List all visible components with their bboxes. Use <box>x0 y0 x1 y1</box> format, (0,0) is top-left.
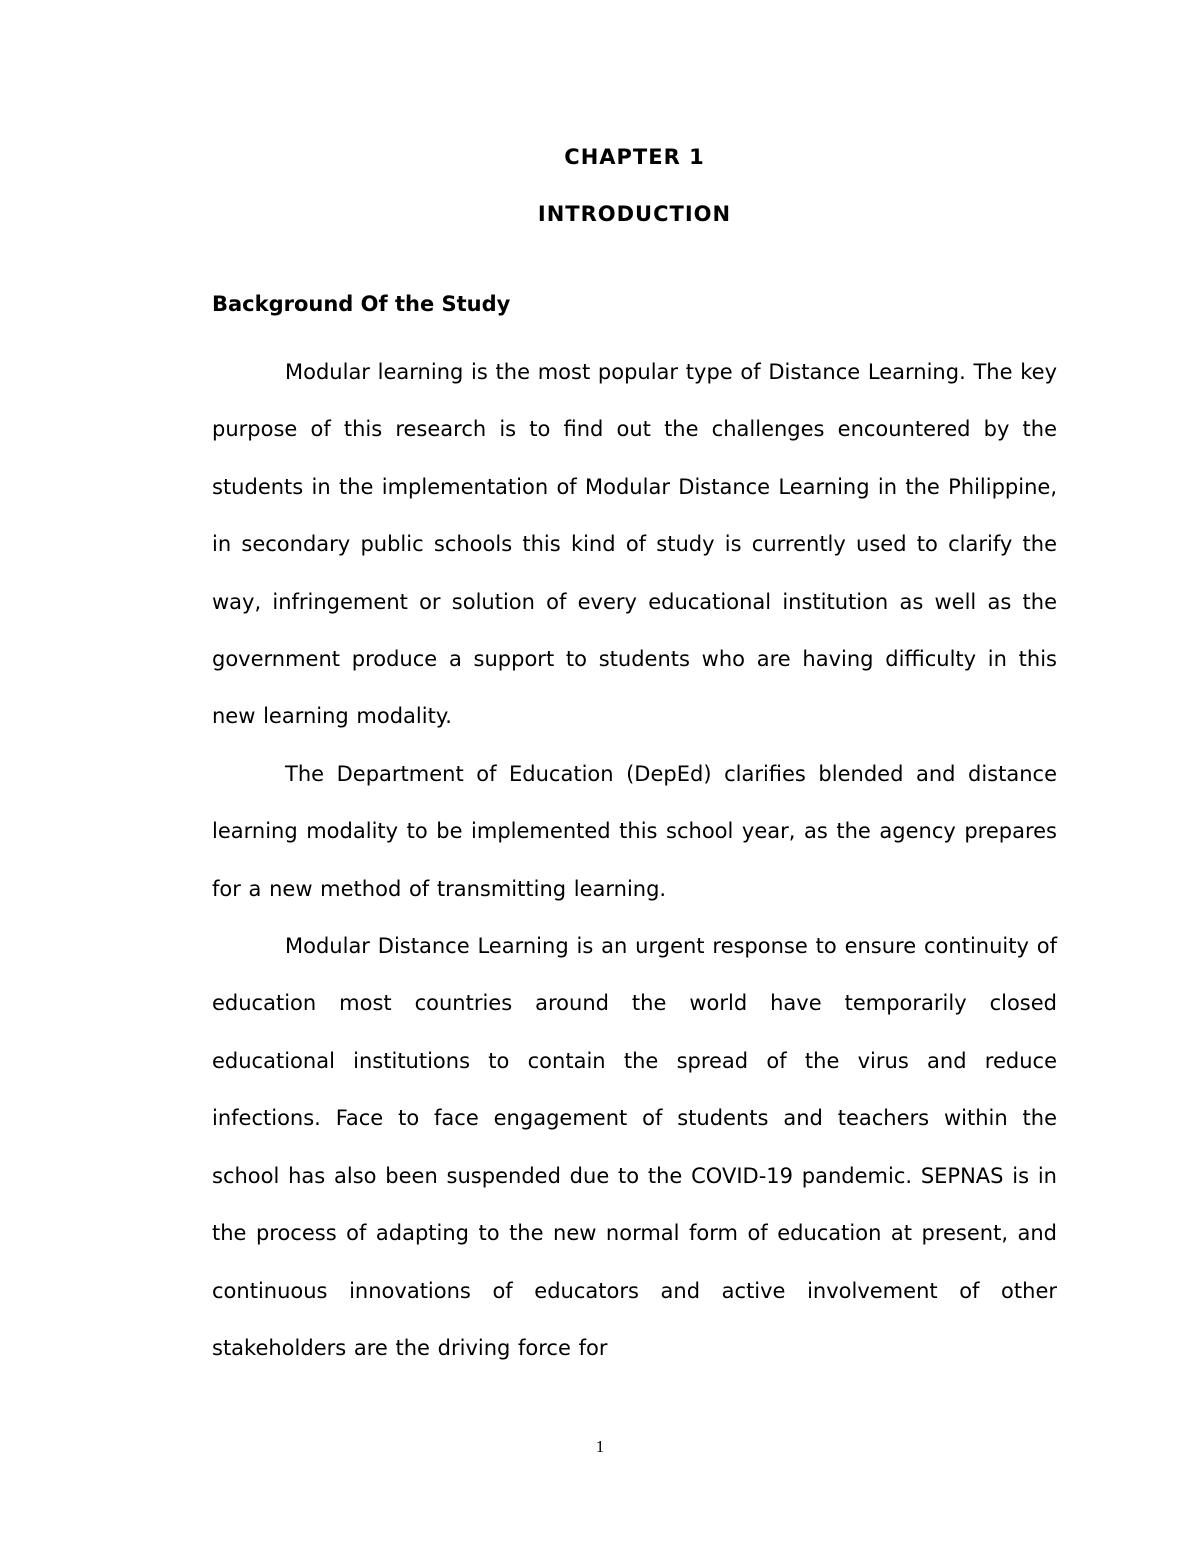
paragraph-3: Modular Distance Learning is an urgent response to ensure continuity of education most countries around the world have temporarily closed educational institutions to contain the spread of the virus and reduce infections. Face to face engagement of students and teachers within the school has also been suspended due to the COVID-19 pandemic. SEPNAS is in the process of adapting to the new normal form of education at present, and continuous innovations of educators and active involvement of other stakeholders are the driving force for <box>212 934 1057 1360</box>
section-heading: Background Of the Study <box>212 292 511 316</box>
paragraph-2: The Department of Education (DepEd) clarifies blended and distance learning modality to be implemented this school year, as the agency prepares for a new method of transmitting learning. <box>212 761 1057 901</box>
chapter-title: CHAPTER 1 <box>564 145 705 169</box>
paragraph-1: Modular learning is the most popular type of Distance Learning. The key purpose of this research is to find out the challenges encountered by the students in the implementation of Modular Distance Learning in the Philippine, in secondary public schools this kind of study is currently used to clarify the way, infringement or solution of every educational institution as well as the government produce a support to students who are having difficulty in this new learning modality. <box>212 360 1057 729</box>
section-title: INTRODUCTION <box>537 202 732 226</box>
page-number: 1 <box>595 1437 605 1456</box>
page-content <box>212 140 1057 1377</box>
